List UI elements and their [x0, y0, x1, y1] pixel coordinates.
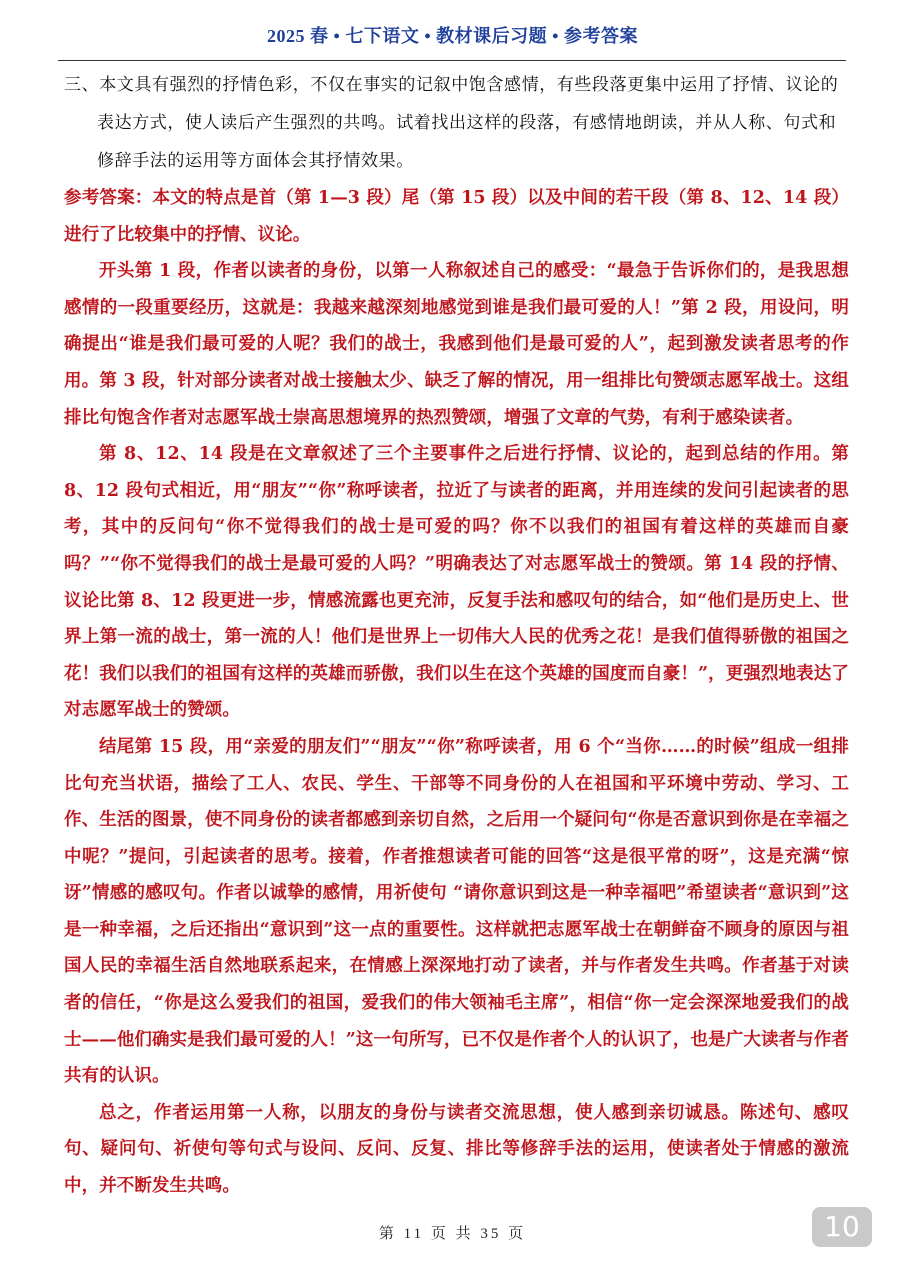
page-badge: 10 [812, 1207, 872, 1247]
answer-paragraph-middle: 第 8、12、14 段是在文章叙述了三个主要事件之后进行抒情、议论的，起到总结的作用。第 8、12 段句式相近，用“朋友”“你”称呼读者，拉近了与读者的距离，并用连续的发问引起读者的思考，其中的反问句“你不觉得我们的战士是可爱的吗？你不以我们的祖国有着这样的英雄而自豪吗？”“你不觉得我们的战士是最可爱的人吗？”明确表达了对志愿军战士的赞颂。第 14 段的抒情、议论比第 8、12 段更进一步，情感流露也更充沛，反复手法和感叹句的结合，如“他们是历史上、世界上第一流的战士，第一流的人！他们是世界上一切伟大人民的优秀之花！是我们值得骄傲的祖国之花！我们以我们的祖国有这样的英雄而骄傲，我们以生在这个英雄的国度而自豪！”，更强烈地表达了对志愿军战士的赞颂。 [64, 444, 849, 721]
answer-paragraph-summary: 总之，作者运用第一人称，以朋友的身份与读者交流思想，使人感到亲切诚恳。陈述句、感叹句、疑问句、祈使句等句式与设问、反问、反复、排比等修辞手法的运用，使读者处于情感的激流中，并不断发生共鸣。 [64, 1102, 849, 1197]
page-content [64, 66, 849, 1205]
question-text: 三、本文具有强烈的抒情色彩，不仅在事实的记叙中饱含感情，有些段落更集中运用了抒情、议论的表达方式，使人读后产生强烈的共鸣。试着找出这样的段落，有感情地朗读，并从人称、句式和修辞手法的运用等方面体会其抒情效果。 [64, 75, 839, 171]
answer-intro: 参考答案：本文的特点是首（第 1—3 段）尾（第 15 段）以及中间的若干段（第 8、12、14 段）进行了比较集中的抒情、议论。 [64, 188, 849, 245]
answer-paragraph-ending: 结尾第 15 段，用“亲爱的朋友们”“朋友”“你”称呼读者，用 6 个“当你……的时候”组成一组排比句充当状语，描绘了工人、农民、学生、干部等不同身份的人在祖国和平环境中劳动、学习、工作、生活的图景，使不同身份的读者都感到亲切自然，之后用一个疑问句“你是否意识到你是在幸福之中呢？”提问，引起读者的思考。接着，作者推想读者可能的回答“这是很平常的呀”，这是充满“惊讶”情感的感叹句。作者以诚挚的感情，用祈使句 “请你意识到这是一种幸福吧”希望读者“意识到”这是一种幸福，之后还指出“意识到”这一点的重要性。这样就把志愿军战士在朝鲜奋不顾身的原因与祖国人民的幸福生活自然地联系起来，在情感上深深地打动了读者，并与作者发生共鸣。作者基于对读者的信任，“你是这么爱我们的祖国，爱我们的伟大领袖毛主席”，相信“你一定会深深地爱我们的战士——他们确实是我们最可爱的人！”这一句所写，已不仅是作者个人的认识了，也是广大读者与作者共有的认识。 [64, 736, 849, 1087]
answer-paragraph-opening: 开头第 1 段，作者以读者的身份，以第一人称叙述自己的感受：“最急于告诉你们的，是我思想感情的一段重要经历，这就是：我越来越深刻地感觉到谁是我们最可爱的人！”第 2 段，用设问，明确提出“谁是我们最可爱的人呢？我们的战士，我感到他们是最可爱的人”，起到激发读者思考的作用。第 3 段，针对部分读者对战士接触太少、缺乏了解的情况，用一组排比句赞颂志愿军战士。这组排比句饱含作者对志愿军战士崇高思想境界的热烈赞颂，增强了文章的气势，有利于感染读者。 [64, 261, 849, 428]
header-divider [58, 60, 846, 61]
page-number-footer: 第 11 页 共 35 页 [378, 1226, 527, 1242]
page-header-title: 2025 春 • 七下语文 • 教材课后习题 • 参考答案 [267, 26, 638, 46]
